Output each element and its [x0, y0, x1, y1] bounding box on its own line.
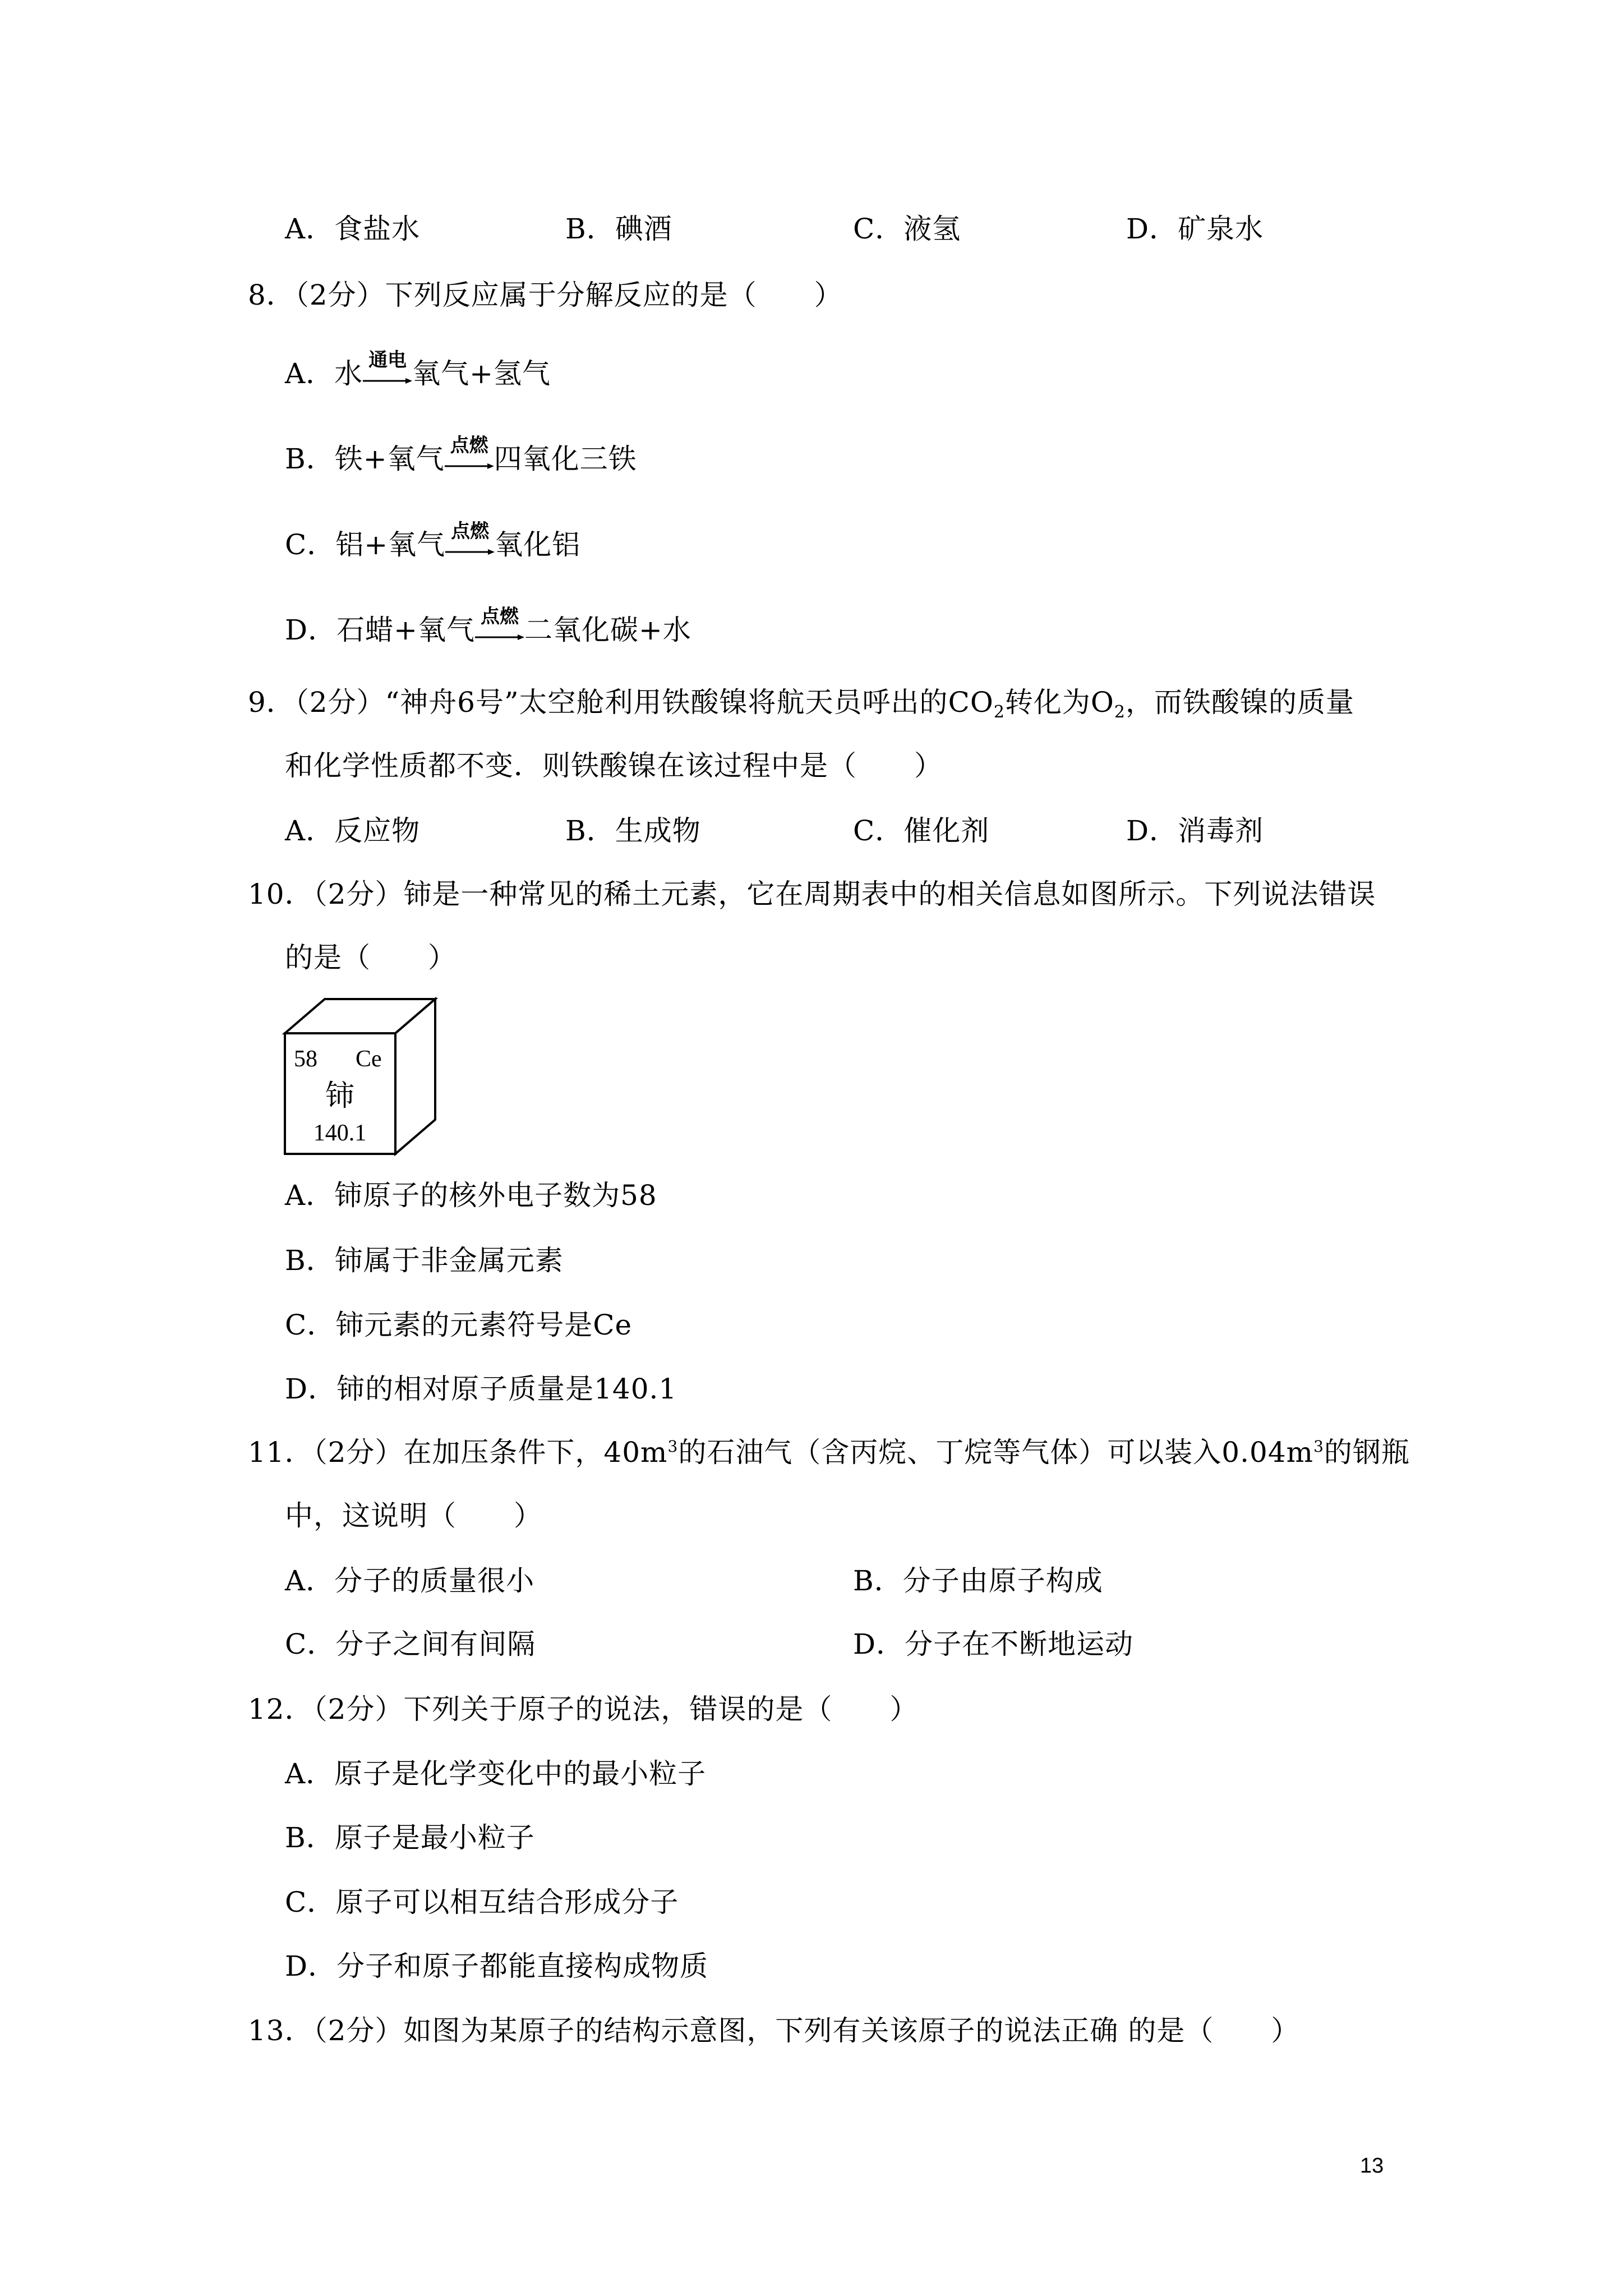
option-text: 碘酒 — [615, 213, 672, 245]
question-score: （2分） — [313, 2014, 404, 2047]
reaction-arrow — [445, 520, 495, 562]
q10-option-d — [285, 1372, 677, 1406]
option-text: 液氢 — [903, 213, 961, 245]
option-label: D． — [285, 1373, 337, 1405]
question-score: （2分） — [313, 878, 404, 910]
question-score: （2分） — [294, 686, 385, 719]
option-text: 反应物 — [334, 815, 421, 847]
question-text: 在加压条件下，40m — [403, 1436, 668, 1469]
reaction-condition: 点燃 — [481, 605, 519, 628]
q9-stem-line-2 — [285, 749, 943, 783]
option-label: D． — [285, 614, 337, 646]
option-text: 生成物 — [615, 815, 701, 847]
question-text: 的是（ ） — [285, 941, 457, 974]
option-label: B． — [285, 443, 335, 475]
question-text: 中，这说明（ ） — [285, 1499, 542, 1532]
formula-subscript: 2 — [993, 702, 1005, 722]
q11-option-a — [285, 1564, 534, 1598]
atomic-number: 58 — [294, 1046, 317, 1072]
question-text: “神舟6号”太空舱利用铁酸镍将航天员呼出的 — [385, 686, 948, 719]
products: 氧气+氢气 — [412, 357, 551, 390]
products: 氧化铝 — [495, 528, 581, 561]
option-label: B． — [565, 815, 615, 847]
q7-option-b — [565, 212, 672, 246]
question-number: 9． — [248, 686, 295, 719]
question-score: （2分） — [313, 1436, 404, 1469]
q12-option-a — [285, 1757, 706, 1791]
q7-option-d — [1126, 212, 1264, 246]
q12-option-d — [285, 1949, 708, 1983]
q8-option-b — [285, 434, 637, 476]
q10-option-a — [285, 1179, 657, 1212]
option-text: 分子的质量很小 — [334, 1565, 535, 1597]
q7-option-a — [285, 212, 420, 246]
question-text: 如图为某原子的结构示意图，下列有关该原子的说法正确 的是（ ） — [403, 2014, 1300, 2047]
option-label: D． — [1126, 815, 1178, 847]
question-text: 下列关于原子的说法，错误的是（ ） — [403, 1693, 919, 1726]
question-score: （2分） — [313, 1693, 404, 1726]
option-text: 食盐水 — [334, 213, 421, 245]
q11-option-d — [853, 1627, 1133, 1661]
option-label: A． — [285, 815, 335, 847]
arrow-icon — [445, 462, 494, 470]
option-text: 铈元素的元素符号是Ce — [335, 1309, 633, 1341]
arrow-icon — [475, 633, 524, 641]
q8-option-c — [285, 520, 581, 562]
formula-subscript: 2 — [1114, 702, 1126, 722]
question-text: 的钢瓶 — [1324, 1436, 1410, 1469]
q8-option-d — [285, 605, 691, 647]
option-label: C． — [853, 815, 904, 847]
option-label: B． — [285, 1821, 335, 1854]
products: 二氧化碳+水 — [524, 614, 691, 646]
option-label: C． — [285, 1886, 336, 1918]
option-text: 铈属于非金属元素 — [334, 1244, 564, 1277]
unit-superscript: 3 — [667, 1437, 679, 1456]
option-text: 分子之间有间隔 — [335, 1628, 536, 1660]
option-label: B． — [565, 213, 615, 245]
q7-option-c — [853, 212, 961, 246]
reactants: 铁+氧气 — [334, 443, 445, 475]
option-label: A． — [285, 1179, 335, 1212]
q9-stem-line-1 — [248, 685, 1354, 722]
option-text: 催化剂 — [903, 815, 990, 847]
reaction-condition: 点燃 — [450, 434, 488, 457]
option-label: A． — [285, 1757, 335, 1790]
q13-stem — [248, 2014, 1299, 2047]
option-label: B． — [285, 1244, 335, 1277]
page-number: 13 — [1360, 2154, 1384, 2178]
question-number: 8． — [248, 279, 295, 311]
question-score: （2分） — [294, 279, 385, 311]
question-text: 铈是一种常见的稀土元素，它在周期表中的相关信息如图所示。下列说法错误 — [403, 878, 1376, 910]
option-label: B． — [853, 1565, 903, 1597]
q12-option-b — [285, 1821, 535, 1855]
question-number: 12． — [248, 1693, 313, 1726]
reactants: 铝+氧气 — [335, 528, 446, 561]
q11-stem-line-2 — [285, 1499, 542, 1533]
q8-stem — [248, 278, 843, 312]
q10-stem-line-2 — [285, 941, 457, 974]
question-text: 和化学性质都不变．则铁酸镍在该过程中是（ ） — [285, 749, 943, 782]
q9-option-d — [1126, 814, 1264, 848]
option-text: 矿泉水 — [1178, 213, 1264, 245]
element-card-figure — [280, 996, 440, 1158]
formula-symbol: CO — [948, 686, 994, 719]
element-name: 铈 — [325, 1080, 355, 1112]
option-text: 铈原子的核外电子数为58 — [334, 1179, 657, 1212]
option-label: C． — [285, 1309, 336, 1341]
arrow-icon — [363, 377, 412, 385]
formula-co2 — [948, 686, 1005, 722]
reaction-condition: 点燃 — [451, 520, 490, 542]
formula-o2 — [1090, 686, 1126, 722]
question-text: 转化为 — [1004, 686, 1091, 719]
question-number: 13． — [248, 2014, 313, 2047]
option-text: 原子可以相互结合形成分子 — [335, 1886, 679, 1918]
option-text: 分子和原子都能直接构成物质 — [336, 1950, 709, 1982]
option-label: D． — [285, 1950, 337, 1982]
option-text: 铈的相对原子质量是140.1 — [336, 1373, 677, 1405]
option-label: A． — [285, 1565, 335, 1597]
reaction-arrow — [475, 605, 524, 647]
relative-atomic-mass: 140.1 — [313, 1120, 367, 1146]
q11-option-c — [285, 1627, 536, 1661]
q12-option-c — [285, 1885, 679, 1919]
q8-option-a — [285, 349, 551, 390]
option-label: C． — [285, 1628, 336, 1660]
q11-stem-line-1 — [248, 1435, 1410, 1469]
arrow-icon — [445, 548, 495, 556]
reaction-condition: 通电 — [368, 349, 407, 371]
option-label: C． — [853, 213, 904, 245]
q10-option-b — [285, 1244, 564, 1277]
option-label: A． — [285, 357, 335, 390]
option-text: 原子是最小粒子 — [334, 1821, 535, 1854]
option-label: A． — [285, 213, 335, 245]
unit-superscript: 3 — [1313, 1437, 1324, 1456]
question-number: 11． — [248, 1436, 313, 1469]
formula-symbol: O — [1090, 686, 1114, 719]
q9-option-a — [285, 814, 420, 848]
reaction-arrow — [445, 434, 494, 476]
reactants: 石蜡+氧气 — [336, 614, 475, 646]
reaction-arrow — [363, 349, 412, 390]
option-label: D． — [853, 1628, 905, 1660]
q12-stem — [248, 1692, 918, 1726]
q10-option-c — [285, 1308, 632, 1342]
q9-option-c — [853, 814, 989, 848]
question-number: 10． — [248, 878, 313, 910]
option-text: 原子是化学变化中的最小粒子 — [334, 1757, 707, 1790]
option-text: 消毒剂 — [1178, 815, 1264, 847]
option-text: 分子由原子构成 — [902, 1565, 1103, 1597]
option-label: C． — [285, 528, 336, 561]
question-text: 的石油气（含丙烷、丁烷等气体）可以装入0.04m — [678, 1436, 1314, 1469]
element-symbol: Ce — [356, 1046, 382, 1072]
products: 四氧化三铁 — [494, 443, 637, 475]
reactants: 水 — [334, 357, 363, 390]
option-text: 分子在不断地运动 — [905, 1628, 1134, 1660]
question-text: ，而铁酸镍的质量 — [1126, 686, 1354, 719]
option-label: D． — [1126, 213, 1178, 245]
question-text: 下列反应属于分解反应的是（ ） — [385, 279, 843, 311]
q9-option-b — [565, 814, 701, 848]
q10-stem-line-1 — [248, 877, 1376, 911]
q11-option-b — [853, 1564, 1103, 1598]
